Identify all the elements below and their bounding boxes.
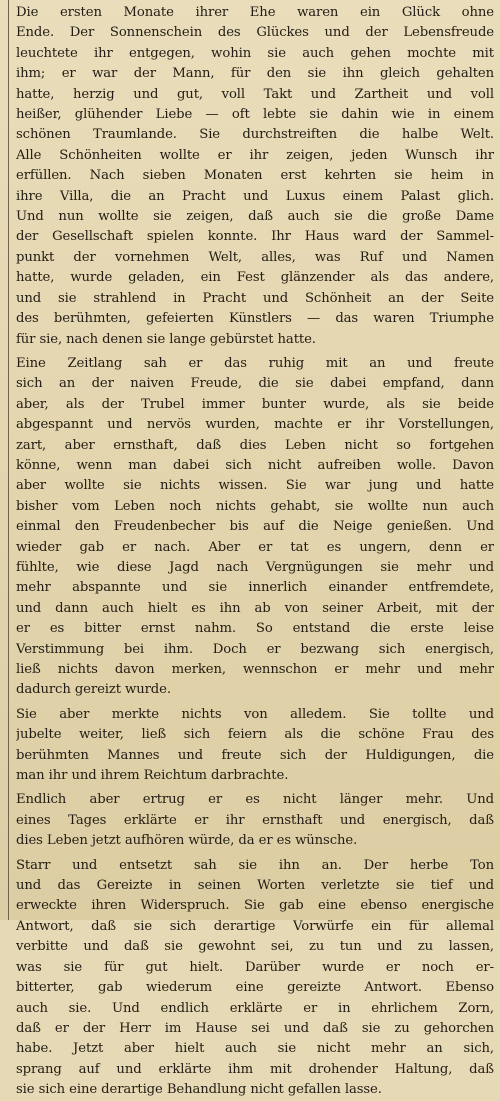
- text-line: Und nun wollte sie zeigen, daß auch sie die große Dame: [16, 209, 494, 225]
- text-line: aber, als der Trubel immer bunter wurde, als sie beide: [16, 396, 494, 412]
- article-paragraph: [16, 856, 494, 1101]
- text-line: er es bitter ernst nahm. So entstand die erste leise: [16, 621, 494, 637]
- text-line: Sie aber merkte nichts von alledem. Sie tollte und: [16, 706, 494, 722]
- text-line: schönen Traumlande. Sie durchstreiften die halbe Welt.: [16, 127, 494, 143]
- text-line: einmal den Freudenbecher bis auf die Neige genießen. Und: [16, 519, 494, 535]
- text-line: abgespannt und nervös wurden, machte er ihr Vorstellungen,: [16, 417, 494, 433]
- text-line: fühlte, wie diese Jagd nach Vergnügungen sie mehr und: [16, 559, 494, 575]
- text-line: daß er der Herr im Hause sei und daß sie zu gehorchen: [16, 1020, 494, 1036]
- text-line: Ende. Der Sonnenschein des Glückes und der Lebensfreude: [16, 25, 494, 41]
- text-line: jubelte weiter, ließ sich feiern als die schöne Frau des: [16, 727, 494, 743]
- text-line: des berühmten, gefeierten Künstlers — das waren Triumphe: [16, 311, 494, 327]
- text-line: bisher vom Leben noch nichts gehabt, sie wollte nun auch: [16, 498, 494, 514]
- text-line: und sie strahlend in Pracht und Schönheit an der Seite: [16, 290, 494, 306]
- text-line: erfüllen. Nach sieben Monaten erst kehrten sie heim in: [16, 168, 494, 184]
- article-paragraph: [16, 3, 494, 350]
- text-line: berühmten Mannes und freute sich der Huldigungen, die: [16, 747, 494, 763]
- text-line: dadurch gereizt wurde.: [16, 682, 171, 698]
- text-line: zart, aber ernsthaft, daß dies Leben nicht so fortgehen: [16, 437, 494, 453]
- text-line: sie sich eine derartige Behandlung nicht gefallen lasse.: [16, 1082, 382, 1098]
- article-column: [16, 3, 494, 1101]
- text-line: hatte, herzig und gut, voll Takt und Zartheit und voll: [16, 86, 494, 102]
- text-line: hatte, wurde geladen, ein Fest glänzender als das andere,: [16, 270, 494, 286]
- text-line: und das Gereizte in seinen Worten verletzte sie tief und: [16, 878, 494, 894]
- text-line: heißer, glühender Liebe — oft lebte sie dahin wie in einem: [16, 107, 494, 123]
- text-line: verbitte und daß sie gewohnt sei, zu tun und zu lassen,: [16, 939, 494, 955]
- text-line: sprang auf und erklärte ihm mit drohender Haltung, daß: [16, 1061, 494, 1077]
- text-line: dies Leben jetzt aufhören würde, da er es wünsche.: [16, 833, 358, 849]
- text-line: aber wollte sie nichts wissen. Sie war jung und hatte: [16, 478, 494, 494]
- text-line: habe. Jetzt aber hielt auch sie nicht mehr an sich,: [16, 1041, 494, 1057]
- text-line: Antwort, daß sie sich derartige Vorwürfe ein für allemal: [16, 918, 494, 934]
- text-line: bitterter, gab wiederum eine gereizte Antwort. Ebenso: [16, 980, 494, 996]
- text-line: Alle Schönheiten wollte er ihr zeigen, jeden Wunsch ihr: [16, 147, 494, 163]
- text-line: Verstimmung bei ihm. Doch er bezwang sich energisch,: [16, 641, 494, 657]
- text-line: ließ nichts davon merken, wennschon er mehr und mehr: [16, 662, 494, 677]
- text-line: der Gesellschaft spielen konnte. Ihr Haus ward der Sammel-: [16, 229, 494, 245]
- text-line: erweckte ihren Widerspruch. Sie gab eine ebenso energische: [16, 898, 494, 914]
- column-rule: [8, 0, 9, 920]
- text-line: punkt der vornehmen Welt, alles, was Ruf und Namen: [16, 249, 494, 265]
- text-line: wieder gab er nach. Aber er tat es ungern, denn er: [16, 539, 494, 555]
- article-paragraph: [16, 705, 494, 787]
- text-line: man ihr und ihrem Reichtum darbrachte.: [16, 768, 289, 784]
- text-line: und dann auch hielt es ihn ab von seiner Arbeit, mit der: [16, 600, 494, 616]
- text-line: für sie, nach denen sie lange gebürstet hatte.: [16, 331, 316, 347]
- text-line: auch sie. Und endlich erklärte er in ehrlichem Zorn,: [16, 1000, 494, 1016]
- text-line: Endlich aber ertrug er es nicht länger mehr. Und: [16, 792, 494, 808]
- text-line: eines Tages erklärte er ihr ernsthaft und energisch, daß: [16, 812, 494, 828]
- text-line: sich an der naiven Freude, die sie dabei empfand, dann: [16, 376, 494, 392]
- text-line: leuchtete ihr entgegen, wohin sie auch gehen mochte mit: [16, 45, 494, 61]
- text-line: könne, wenn man dabei sich nicht aufreiben wolle. Davon: [16, 457, 494, 473]
- article-paragraph: [16, 790, 494, 851]
- article-paragraph: [16, 354, 494, 701]
- text-line: was sie für gut hielt. Darüber wurde er noch er-: [16, 959, 494, 975]
- text-line: Starr und entsetzt sah sie ihn an. Der herbe Ton: [16, 857, 494, 873]
- text-line: mehr abspannte und sie innerlich einander entfremdete,: [16, 580, 494, 596]
- text-line: ihm; er war der Mann, für den sie ihn gleich gehalten: [16, 66, 494, 82]
- text-line: Eine Zeitlang sah er das ruhig mit an und freute: [16, 355, 494, 371]
- text-line: Die ersten Monate ihrer Ehe waren ein Glück ohne: [16, 5, 494, 20]
- text-line: ihre Villa, die an Pracht und Luxus einem Palast glich.: [16, 188, 494, 204]
